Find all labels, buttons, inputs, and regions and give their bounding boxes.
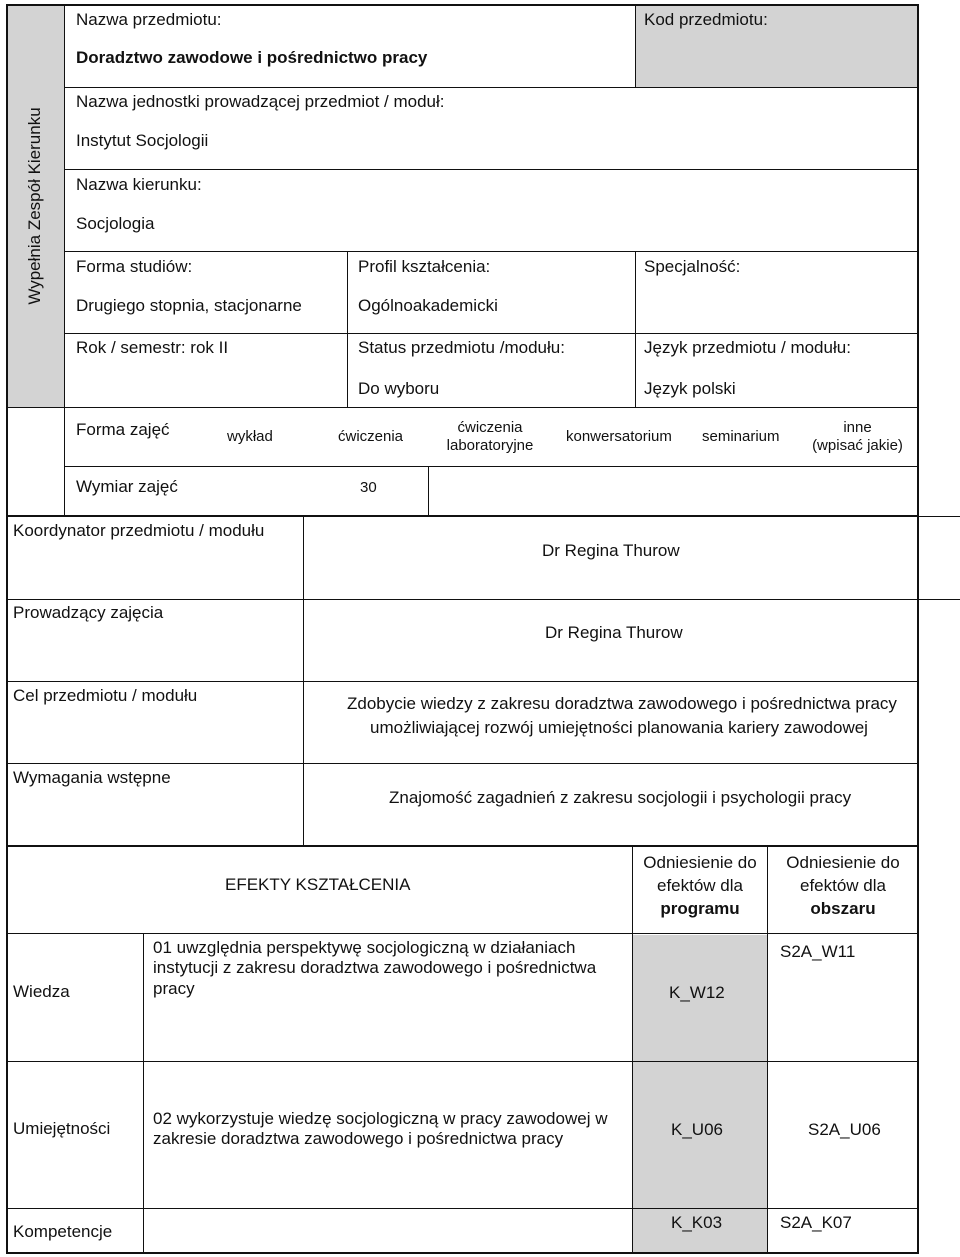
profile-value: Ogólnoakademicki	[358, 296, 498, 315]
program-ref-header-1: Odniesienie do	[643, 853, 757, 872]
rule	[917, 517, 919, 847]
outcome-line: 02 wykorzystuje wiedzę socjologiczną w pracy zawodowej w	[153, 1109, 608, 1128]
prereq-label: Wymagania wstępne	[13, 768, 171, 787]
instructor-value: Dr Regina Thurow	[545, 623, 683, 642]
program-ref-header-2: efektów dla	[657, 876, 743, 895]
outcome-description	[153, 938, 596, 999]
outcome-program-ref: K_W12	[669, 983, 725, 1002]
unit-label: Nazwa jednostki prowadzącej przedmiot / moduł:	[76, 92, 445, 111]
outcome-line: zakresie doradztwa zawodowego i pośrednictwa pracy	[153, 1129, 564, 1149]
class-type-other: inne (wpisać jakie)	[812, 419, 903, 454]
hours-value: 30	[360, 479, 377, 496]
status-label: Status przedmiotu /modułu:	[358, 338, 565, 357]
rule	[6, 681, 919, 682]
rule	[428, 466, 429, 517]
outcome-area-ref: S2A_U06	[808, 1120, 881, 1139]
side-label	[6, 4, 64, 408]
outcome-line: pracy	[153, 978, 195, 998]
outcome-line: 01 uwzględnia perspektywę socjologiczną w działaniach	[153, 938, 576, 957]
rule	[347, 251, 348, 408]
goal-line-1: Zdobycie wiedzy z zakresu doradztwa zawodowego i pośrednictwa pracy	[347, 694, 897, 713]
rule	[64, 408, 65, 517]
year-label: Rok / semestr: rok II	[76, 338, 229, 357]
rule	[64, 4, 65, 408]
class-type-lecture: wykład	[227, 428, 273, 445]
rule	[303, 517, 304, 847]
class-form-label: Forma zajęć	[76, 420, 170, 439]
rule	[143, 933, 144, 1253]
rule	[6, 847, 8, 1253]
outcomes-title: EFEKTY KSZTAŁCENIA	[225, 875, 411, 894]
rule	[64, 251, 919, 252]
side-label-text: Wypełnia Zespół Kierunku	[25, 107, 44, 305]
rule	[6, 4, 919, 6]
goal-line-2: umożliwiającej rozwój umiejętności planowania kariery zawodowej	[370, 718, 868, 737]
major-value: Socjologia	[76, 214, 155, 233]
rule	[6, 515, 919, 517]
rule	[6, 845, 919, 847]
outcome-category: Umiejętności	[13, 1119, 111, 1138]
outcome-area-ref: S2A_W11	[780, 942, 856, 961]
hours-label: Wymiar zajęć	[76, 477, 178, 496]
coordinator-label: Koordynator przedmiotu / modułu	[13, 521, 265, 540]
profile-label: Profil kształcenia:	[358, 257, 491, 276]
major-label: Nazwa kierunku:	[76, 175, 202, 194]
outcome-program-ref: K_K03	[671, 1213, 723, 1232]
rule	[64, 169, 919, 170]
rule	[64, 87, 919, 88]
rule	[64, 466, 919, 467]
area-ref-header	[768, 851, 918, 920]
rule	[919, 599, 960, 600]
coordinator-value: Dr Regina Thurow	[542, 541, 680, 560]
rule	[6, 1208, 919, 1209]
rule	[635, 4, 636, 88]
area-ref-header-1: Odniesienie do	[786, 853, 900, 872]
class-type-exercises: ćwiczenia	[338, 428, 404, 445]
prereq-value: Znajomość zagadnień z zakresu socjologii i psychologii pracy	[389, 788, 852, 807]
subject-code-label: Kod przedmiotu:	[644, 10, 768, 29]
status-value: Do wyboru	[358, 379, 440, 398]
rule	[6, 407, 919, 408]
class-type-seminar: seminarium	[702, 428, 780, 445]
rule	[6, 763, 919, 764]
class-type-conversation: konwersatorium	[566, 428, 672, 445]
outcome-program-ref: K_U06	[671, 1120, 723, 1139]
rule	[919, 516, 960, 517]
program-ref-header	[633, 851, 767, 920]
subject-name-label: Nazwa przedmiotu:	[76, 10, 222, 29]
study-form-label: Forma studiów:	[76, 257, 193, 276]
rule	[6, 1061, 919, 1062]
language-label: Język przedmiotu / modułu:	[644, 338, 851, 357]
language-value: Język polski	[644, 379, 736, 398]
outcome-description	[153, 1109, 607, 1150]
goal-label: Cel przedmiotu / modułu	[13, 686, 198, 705]
rule	[635, 251, 636, 408]
study-form-value: Drugiego stopnia, stacjonarne	[76, 296, 302, 315]
program-ref-header-3: programu	[660, 899, 740, 918]
unit-value: Instytut Socjologii	[76, 131, 209, 150]
rule	[6, 1252, 919, 1254]
subject-name: Doradztwo zawodowe i pośrednictwo pracy	[76, 48, 428, 67]
instructor-label: Prowadzący zajęcia	[13, 603, 164, 622]
outcome-line: instytucji z zakresu doradztwa zawodowego i pośrednictwa	[153, 958, 597, 978]
outcome-area-ref: S2A_K07	[780, 1213, 852, 1232]
area-ref-header-3: obszaru	[810, 899, 876, 918]
rule	[6, 599, 919, 600]
rule	[64, 333, 919, 334]
specialty-label: Specjalność:	[644, 257, 741, 276]
outcome-category: Wiedza	[13, 982, 70, 1001]
area-ref-header-2: efektów dla	[800, 876, 886, 895]
rule	[6, 933, 919, 934]
rule	[6, 517, 8, 847]
outcome-category: Kompetencje	[13, 1222, 113, 1241]
class-type-lab: ćwiczenia laboratoryjne	[446, 419, 534, 454]
